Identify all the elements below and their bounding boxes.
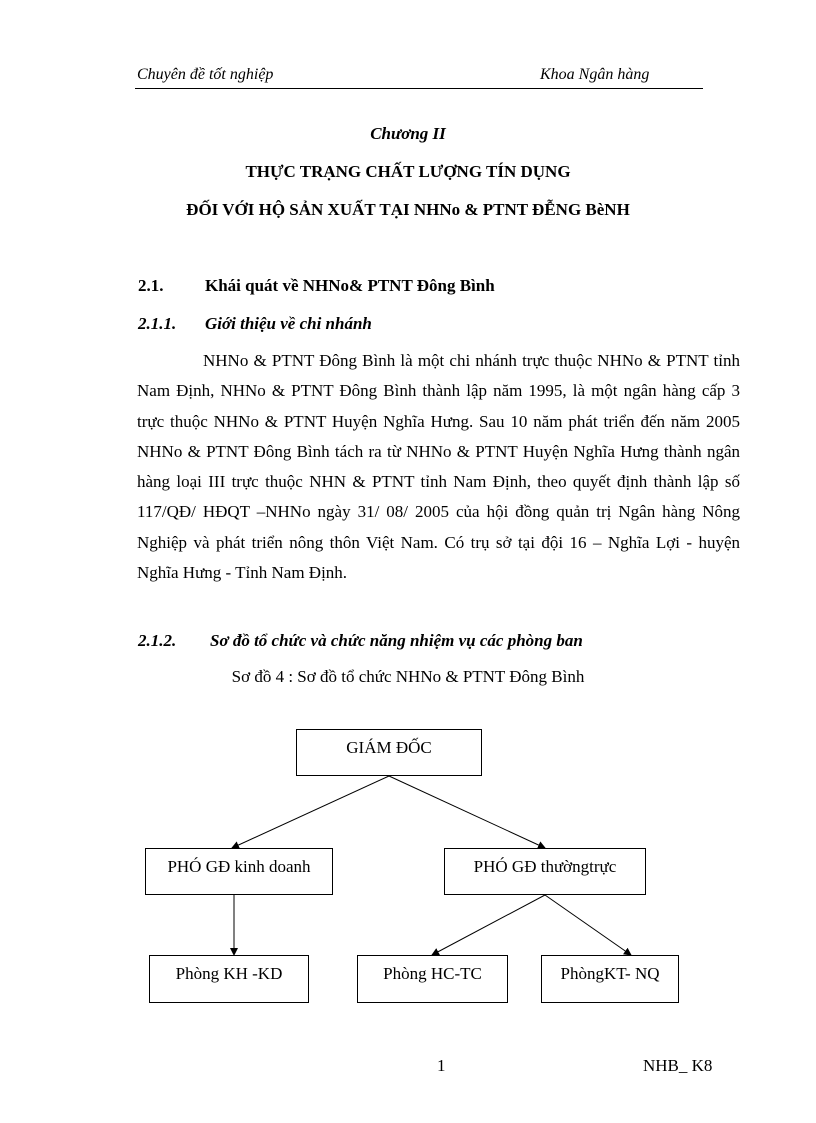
section-2-1-title: Khái quát về NHNo& PTNT Đông Bình [205,276,495,295]
connector-standing-to-ktnq [545,895,631,955]
section-2-1-2-title: Sơ đồ tổ chức và chức năng nhiệm vụ các phòng ban [210,631,583,650]
running-header-right: Khoa Ngân hàng [540,66,650,83]
org-box-dept-hc-tc [357,955,508,1003]
section-2-1-1-number: 2.1.1. [138,314,177,333]
org-box-deputy-business-label: PHÓ GĐ kinh doanh [167,857,311,876]
page-number: 1 [437,1056,446,1075]
chapter-title-line-2: ĐỐI VỚI HỘ SẢN XUẤT TẠI NHNo & PTNT ĐỄNG BèNH [186,200,630,219]
connector-director-to-standing [389,776,545,848]
footer-code: NHB_ K8 [643,1056,713,1075]
connector-standing-to-hctc [432,895,545,955]
diagram-caption: Sơ đồ 4 : Sơ đồ tổ chức NHNo & PTNT Đông Bình [231,667,585,686]
org-box-director-label: GIÁM ĐỐC [346,738,432,757]
chapter-label: Chương II [370,124,446,143]
org-box-deputy-business [145,848,333,895]
org-box-dept-kh-kd-label: Phòng KH -KD [175,964,283,983]
chapter-title-line-1: THỰC TRẠNG CHẤT LƯỢNG TÍN DỤNG [245,162,571,181]
section-2-1-number: 2.1. [138,276,164,295]
org-box-deputy-standing [444,848,646,895]
org-box-director [296,729,482,776]
connector-director-to-business [232,776,389,848]
org-box-dept-kt-nq [541,955,679,1003]
org-box-dept-hc-tc-label: Phòng HC-TC [383,964,482,983]
org-box-deputy-standing-label: PHÓ GĐ thườngtrực [473,857,617,876]
org-box-dept-kt-nq-label: PhòngKT- NQ [560,964,660,983]
section-2-1-2-number: 2.1.2. [138,631,177,650]
section-2-1-1-title: Giới thiệu về chi nhánh [205,314,372,333]
org-box-dept-kh-kd [149,955,309,1003]
running-header-left: Chuyên đề tốt nghiệp [137,66,274,83]
intro-paragraph-text: NHNo & PTNT Đông Bình là một chi nhánh trực thuộc NHNo & PTNT tỉnh Nam Định, NHNo & PTNT Đông Bình thành lập năm 1995, là một ngân hàng cấp 3 trực thuộc NHNo & PTNT Huyện Nghĩa Hưng. Sau 10 năm phát triển đến năm 2005 NHNo & PTNT Đông Bình tách ra từ NHNo & PTNT Huyện Nghĩa Hưng thành ngân hàng loại III trực thuộc NHN & PTNT tỉnh Nam Định, theo quyết định thành lập số 117/QĐ/ HĐQT –NHNo ngày 31/ 08/ 2005 của hội đồng quản trị Ngân hàng Nông Nghiệp và phát triển nông thôn Việt Nam. Có trụ sở tại đội 16 – Nghĩa Lợi - huyện Nghĩa Hưng - Tỉnh Nam Định. [137,351,740,583]
